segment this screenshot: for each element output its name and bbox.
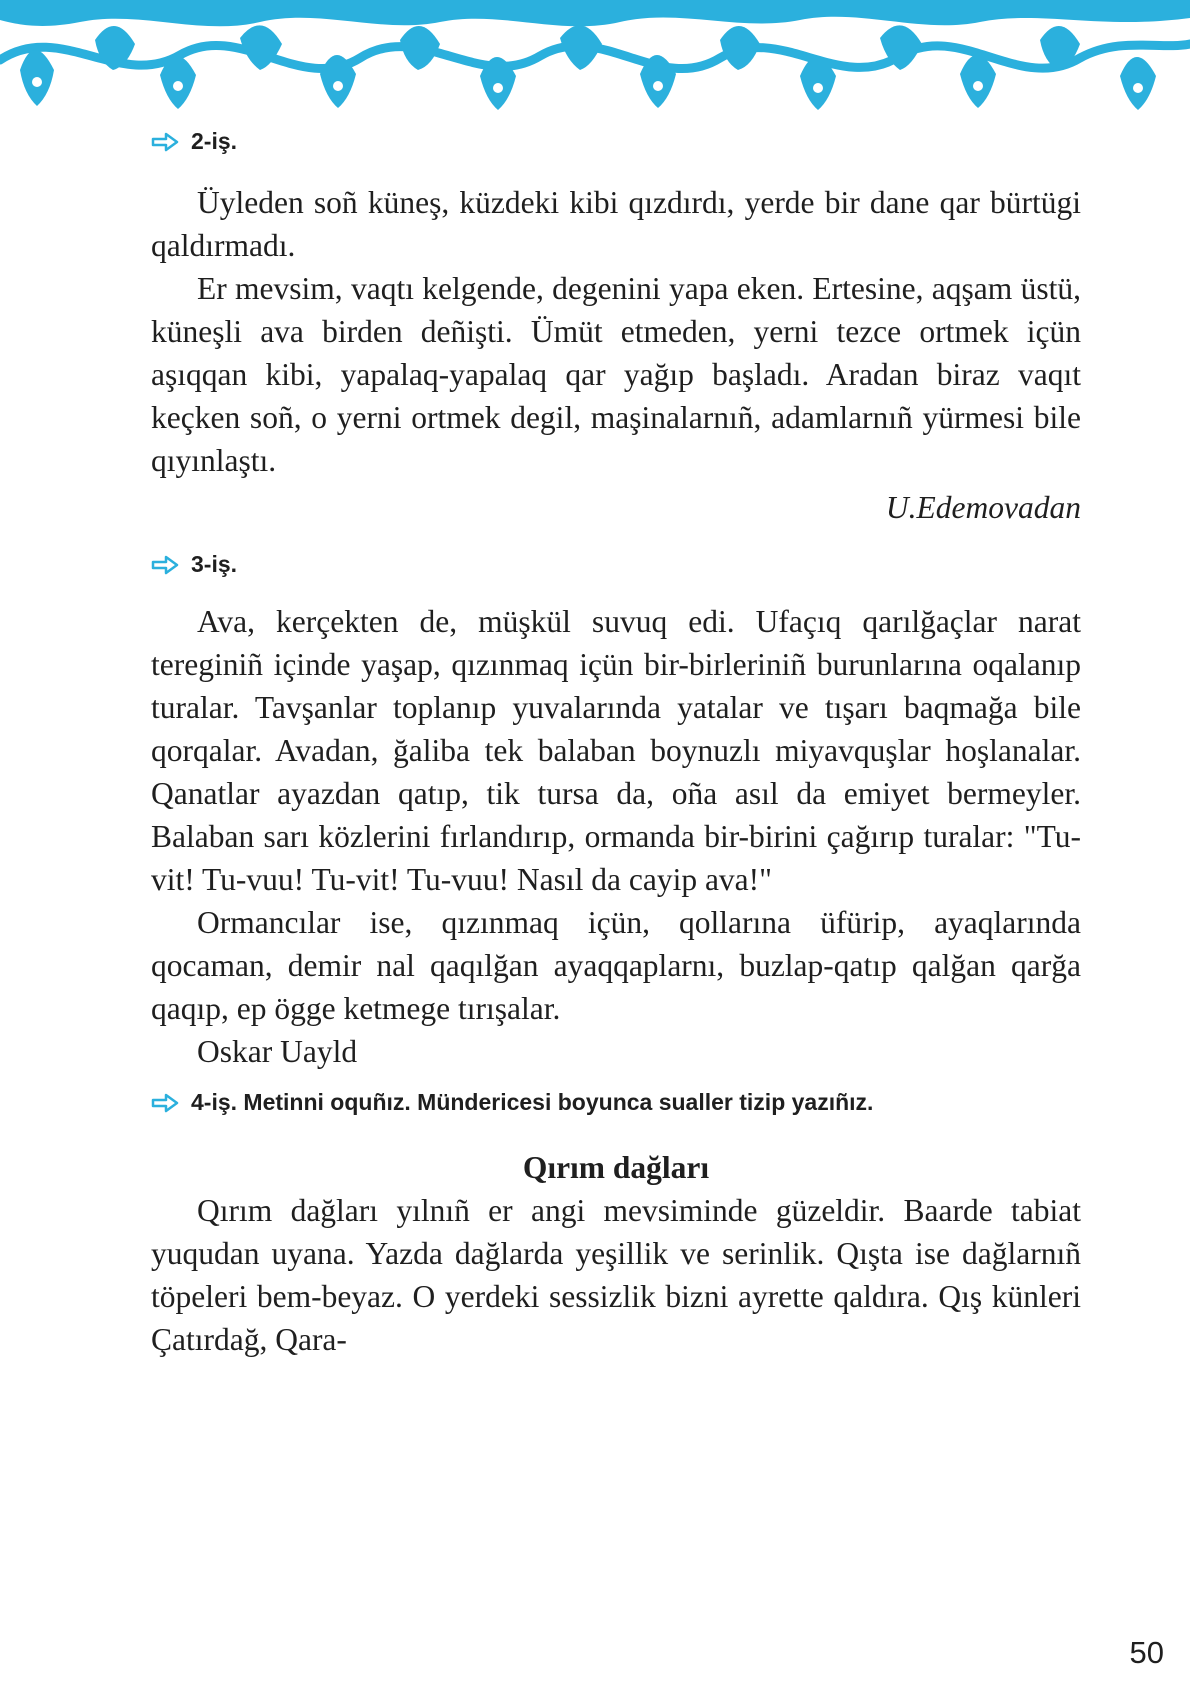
task-2-paragraph-1: Üyleden soñ küneş, küzdeki kibi qızdırdı, yerde bir dane qar bürtügi qaldırmadı. <box>151 185 1081 263</box>
text-title: Qırım dağları <box>522 1150 710 1185</box>
task-2-label: 2-iş. <box>191 128 238 154</box>
task-2-paragraph-2: Er mevsim, vaqtı kelgende, degenini yapa eken. Ertesine, aqşam üstü, küneşli ava birden deñişti. Ümüt etmeden, yerni tezce ortmek içün aşıqqan kibi, yapalaq-yapalaq qar yağıp başladı. Aradan biraz vaqıt keçken soñ, o yerni ortmek degil, maşinalarnıñ, adamlarnıñ yürmesi bile qıyınlaştı. <box>151 271 1081 478</box>
page-number: 50 <box>1129 1635 1164 1670</box>
task-4-heading <box>151 1089 1081 1116</box>
page-content <box>151 128 1081 1361</box>
task-4-paragraph-1: Qırım dağları yılnıñ er angi mevsiminde güzeldir. Baarde tabiat yuqudan uyana. Yazda dağlarda yeşillik ve serinlik. Qışta ise dağlarnıñ töpeleri bem-beyaz. O yerdeki sessizlik bizni ayrette qaldıra. Qış künleri Çatırdağ, Qara- <box>151 1193 1081 1357</box>
task-2-heading <box>151 128 1081 155</box>
right-arrow-icon <box>151 1093 179 1113</box>
task-2-signature: U.Edemovadan <box>885 490 1081 525</box>
task-3-heading <box>151 551 1081 578</box>
task-3-paragraph-2: Ormancılar ise, qızınmaq içün, qollarına üfürip, ayaqlarında qocaman, demir nal qaqılğan ayaqqaplarnı, buzlap-qatıp qalğan qarğa qaqıp, ep ögge ketmege tırışalar. <box>151 905 1081 1026</box>
task-3-signature: Oskar Uayld <box>197 1034 358 1069</box>
right-arrow-icon <box>151 555 179 575</box>
task-4-label: 4-iş. Metinni oquñız. Mündericesi boyunca sualler tizip yazıñız. <box>191 1089 874 1115</box>
right-arrow-icon <box>151 132 179 152</box>
task-3-paragraph-1: Ava, kerçekten de, müşkül suvuq edi. Ufaçıq qarılğaçlar narat tereginiñ içinde yaşap, qızınmaq içün bir-birleriniñ burunlarına oqalanıp turalar. Tavşanlar toplanıp yuvalarında yatalar ve tışarı baqmağa bile qorqalar. Avadan, ğaliba tek balaban boynuzlı miyavquşlar hoşlanalar. Qanatlar ayazdan qatıp, tik tursa da, oña asıl da emiyet bermeyler. Balaban sarı közlerini fırlandırıp, ormanda bir-birini çağırıp turalar: "Tu-vit! Tu-vuu! Tu-vit! Tu-vuu! Nasıl da cayip ava!" <box>151 604 1081 897</box>
task-3-label: 3-iş. <box>191 551 238 577</box>
floral-ornament-border <box>0 0 1190 112</box>
